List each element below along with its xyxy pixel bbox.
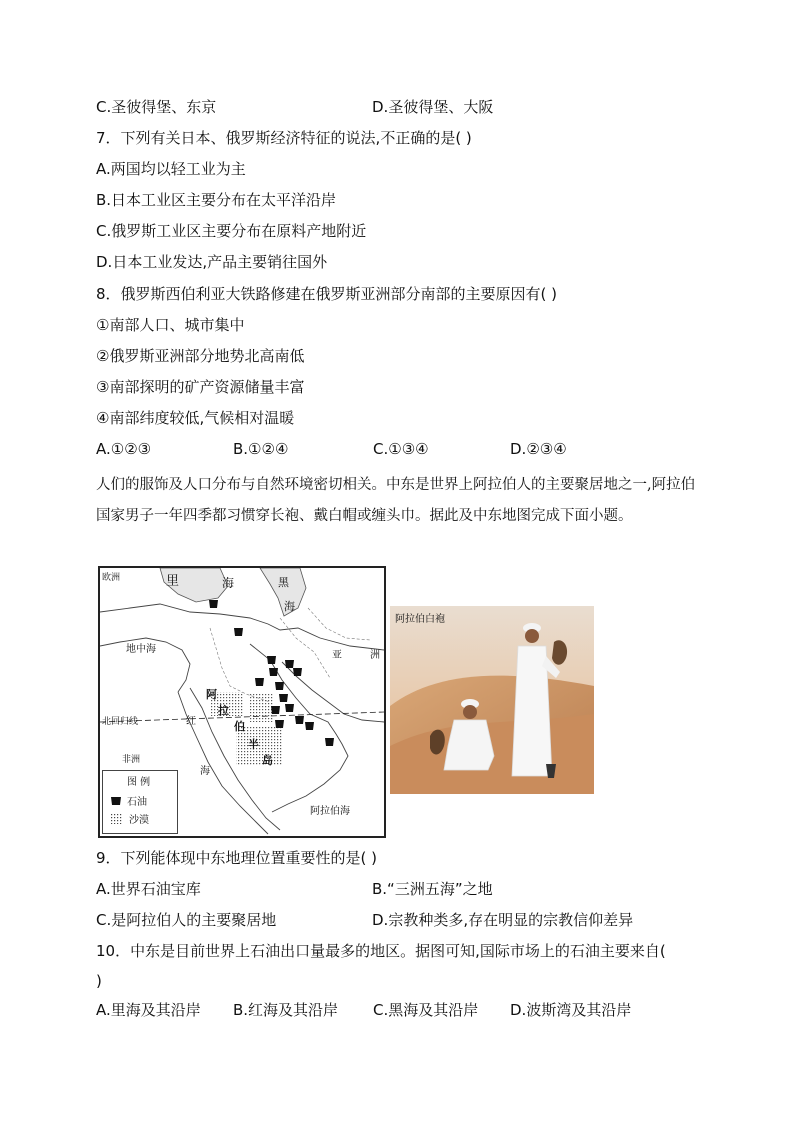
- map-label-zhou: 洲: [370, 650, 380, 661]
- legend-row-desert: [111, 811, 149, 826]
- map-legend: [102, 770, 178, 834]
- q8-option-a: A.①②③: [96, 440, 152, 458]
- q8-option-d: D.②③④: [510, 440, 567, 458]
- map-label-a: 阿: [206, 688, 217, 701]
- q8-option-c: C.①③④: [373, 440, 429, 458]
- q9-option-a: A.世界石油宝库: [96, 880, 201, 898]
- oil-symbols: [209, 600, 334, 746]
- q6-option-d: D.圣彼得堡、大阪: [372, 98, 494, 116]
- q9-option-b: B.“三洲五海”之地: [372, 880, 493, 898]
- map-label-la: 拉: [218, 704, 229, 717]
- map-label-ya: 亚: [332, 650, 342, 661]
- map-label-ban: 半: [248, 738, 259, 751]
- q10-option-a: A.里海及其沿岸: [96, 1001, 201, 1019]
- q7-stem: 7．下列有关日本、俄罗斯经济特征的说法,不正确的是( ): [96, 129, 472, 147]
- middle-east-map: [98, 566, 386, 838]
- q8-stem: 8．俄罗斯西伯利亚大铁路修建在俄罗斯亚洲部分南部的主要原因有( ): [96, 285, 558, 303]
- map-label-europe: 欧洲: [102, 573, 121, 583]
- photo-illustration: [390, 606, 594, 794]
- map-label-arabian-sea: 阿拉伯海: [310, 806, 350, 817]
- q10-option-d: D.波斯湾及其沿岸: [510, 1001, 632, 1019]
- q8-statement-2: ②俄罗斯亚洲部分地势北高南低: [96, 347, 305, 365]
- map-label-hong: 红: [186, 716, 196, 727]
- map-label-hai2: 海: [284, 600, 295, 613]
- legend-label-desert: 沙漠: [129, 815, 149, 826]
- passage-text: 人们的服饰及人口分布与自然环境密切相关。中东是世界上阿拉伯人的主要聚居地之一,阿拉伯国家男子一年四季都习惯穿长袍、戴白帽或缠头巾。据此及中东地图完成下面小题。: [96, 477, 696, 524]
- map-label-africa: 非洲: [122, 755, 141, 765]
- q7-option-b: B.日本工业区主要分布在太平洋沿岸: [96, 191, 337, 209]
- oil-icon: [111, 796, 121, 806]
- desert-icon: [111, 814, 123, 824]
- map-label-bo: 伯: [234, 720, 245, 733]
- q7-option-d: D.日本工业发达,产品主要销往国外: [96, 253, 328, 271]
- q7-option-c: C.俄罗斯工业区主要分布在原料产地附近: [96, 222, 367, 240]
- map-label-hai1: 海: [222, 576, 235, 590]
- legend-title: 图 例: [127, 777, 151, 788]
- map-label-hei: 黑: [278, 576, 289, 589]
- map-label-tropic: 北回归线: [102, 717, 139, 727]
- photo-caption: 阿拉伯白袍: [395, 614, 445, 625]
- q10-stem: 10．中东是目前世界上石油出口量最多的地区。据图可知,国际市场上的石油主要来自(: [96, 942, 666, 960]
- legend-label-oil: 石油: [127, 797, 147, 808]
- q10-option-b: B.红海及其沿岸: [233, 1001, 339, 1019]
- q10-stem-end: ): [96, 972, 102, 990]
- q9-option-c: C.是阿拉伯人的主要聚居地: [96, 911, 277, 929]
- q7-option-a: A.两国均以轻工业为主: [96, 160, 246, 178]
- q8-statement-1: ①南部人口、城市集中: [96, 316, 245, 334]
- arab-robe-photo: [390, 606, 594, 794]
- map-label-mediterranean: 地中海: [126, 644, 156, 655]
- legend-row-oil: [111, 793, 147, 808]
- q9-stem: 9．下列能体现中东地理位置重要性的是( ): [96, 849, 378, 867]
- q9-option-d: D.宗教种类多,存在明显的宗教信仰差异: [372, 911, 634, 929]
- q8-statement-4: ④南部纬度较低,气候相对温暖: [96, 409, 295, 427]
- map-label-dao: 岛: [262, 754, 273, 767]
- q8-option-b: B.①②④: [233, 440, 289, 458]
- map-label-li: 里: [166, 574, 180, 589]
- map-label-hai3: 海: [200, 766, 210, 777]
- q6-option-c: C.圣彼得堡、东京: [96, 98, 217, 116]
- q8-statement-3: ③南部探明的矿产资源储量丰富: [96, 378, 305, 396]
- q10-option-c: C.黑海及其沿岸: [373, 1001, 479, 1019]
